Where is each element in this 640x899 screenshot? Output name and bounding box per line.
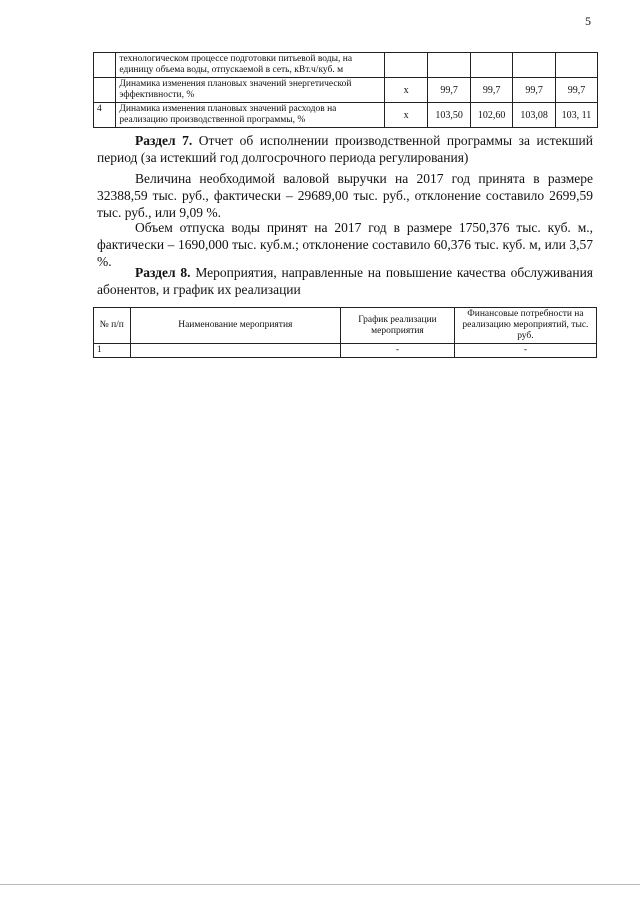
measure-schedule: - xyxy=(341,344,455,358)
table-header-row xyxy=(94,308,597,344)
cell-value: 103,50 xyxy=(428,103,471,128)
section7-heading xyxy=(97,132,593,166)
page-bottom-rule xyxy=(0,884,640,885)
indicator-name: технологическом процессе подготовки питьевой воды, на единицу объема воды, отпускаемой в сеть, кВт.ч/куб. м xyxy=(116,53,385,78)
row-number xyxy=(94,53,116,78)
section7-paragraph-revenue xyxy=(97,170,593,221)
table-row xyxy=(94,78,598,103)
section7-title: Отчет об исполнении производственной программы за истекший период (за истекший год долгосрочного периода регулирования) xyxy=(97,133,594,165)
cell-value: 99,7 xyxy=(428,78,471,103)
cell-value xyxy=(428,53,471,78)
table-row xyxy=(94,103,598,128)
cell-value: 103, 11 xyxy=(555,103,597,128)
cell-value xyxy=(513,53,556,78)
measures-table xyxy=(93,307,597,358)
cell-value: 99,7 xyxy=(470,78,513,103)
section7-label: Раздел 7. xyxy=(135,133,193,148)
row-number: 4 xyxy=(94,103,116,128)
section7-paragraph-volume xyxy=(97,219,593,270)
section7-para1: Величина необходимой валовой выручки на 2017 год принята в размере 32388,59 тыс. руб., фактически – 29689,00 тыс. руб., отклонение составило 2699,59 тыс. руб., или 9,09 %. xyxy=(97,171,593,220)
cell-x xyxy=(385,53,428,78)
page-number: 5 xyxy=(585,14,591,28)
table-row xyxy=(94,344,597,358)
row-number xyxy=(94,78,116,103)
cell-x: х xyxy=(385,103,428,128)
indicator-name: Динамика изменения плановых значений энергетической эффективности, % xyxy=(116,78,385,103)
cell-value: 102,60 xyxy=(470,103,513,128)
header-finance: Финансовые потребности на реализацию мероприятий, тыс. руб. xyxy=(454,308,596,344)
header-schedule: График реализации мероприятия xyxy=(341,308,455,344)
header-measure-name: Наименование мероприятия xyxy=(130,308,341,344)
cell-value xyxy=(555,53,597,78)
measure-finance: - xyxy=(454,344,596,358)
cell-value xyxy=(470,53,513,78)
cell-value: 99,7 xyxy=(555,78,597,103)
section7-para2: Объем отпуска воды принят на 2017 год в размере 1750,376 тыс. куб. м., фактически – 1690,000 тыс. куб.м.; отклонение составило 60,376 тыс. куб. м, или 3,57 %. xyxy=(97,220,593,269)
cell-value: 99,7 xyxy=(513,78,556,103)
indicator-name: Динамика изменения плановых значений расходов на реализацию производственной программы, % xyxy=(116,103,385,128)
header-number: № п/п xyxy=(94,308,131,344)
indicators-table xyxy=(93,52,598,128)
row-number: 1 xyxy=(94,344,131,358)
section8-heading xyxy=(97,264,593,298)
table-row xyxy=(94,53,598,78)
cell-x: х xyxy=(385,78,428,103)
section8-label: Раздел 8. xyxy=(135,265,191,280)
cell-value: 103,08 xyxy=(513,103,556,128)
section8-title: Мероприятия, направленные на повышение качества обслуживания абонентов, и график их реализации xyxy=(97,265,593,297)
measure-name xyxy=(130,344,341,358)
